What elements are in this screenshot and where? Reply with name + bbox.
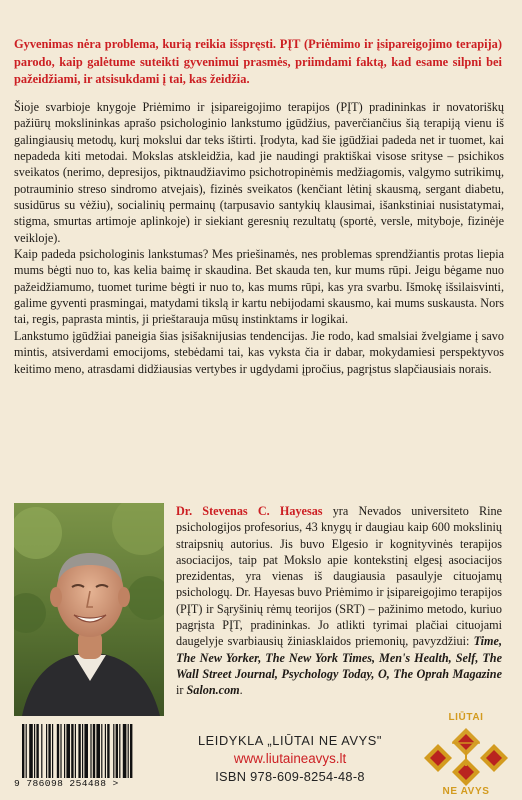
barcode-digits: 9 786098 254488 > [12,778,162,789]
barcode-bar [123,724,127,778]
bio-end: . [239,683,243,698]
barcode-bar [71,724,73,778]
barcode-bar [22,724,24,784]
barcode-bar [82,724,83,778]
barcode-bar [52,724,53,778]
description-paragraph-1: Šioje svarbioje knygoje Priėmimo ir įsipareigojimo terapijos (PĮT) pradininkas ir novatoriškų pažiūrų mokslininkas aprašo psichologinio lankstumo įgūdžius, paverčiančius šią terapiją vienu iš galingiausių metodų, kurį mokslui dar teks ištirti. Įrodyta, kad šie įgūdžiai padeda net ir tuomet, kai nepadeda kiti metodai. Mokslas atskleidžia, kad jie naudingi praktiškai visose srityse – psichikos sveikatos (nerimo, depresijos, piktnaudžiavimo psichotropinėmis medžiagomis, valgymo sutrikimų, potrauminio streso sindromo atvejais), fizinės sveikatos (kenčiant lėtinį skausmą, sergant diabetu, susidūrus su vėžiu), socialinių permainų (tarpusavio santykių klausimai, išankstiniai nusistatymai, stigma, smurtas artimoje aplinkoje) ir siekiant geresnių rezultatų (sportė, versle, mityboje, fizinėje veikloje). [14,100,504,245]
barcode-bar [66,724,70,778]
barcode-bar [105,724,106,778]
logo-text-bottom: NE AVYS [442,786,490,797]
barcode-bar [128,724,129,784]
description-paragraph-2: Kaip padeda psichologinis lankstumas? Mes priešinamės, nes problemas sprendžiantis protas liepia mums bėgti nuo to, kas kelia baimę ir skaudina. Bet skauda ten, kur mums rūpi. Jeigu bėgame nuo pažeidžiamumo, tuomet turime bėgti ir nuo to, kas mums rūpi, kas yra svarbu. Išmokę išsilaisvinti, galime gyventi prasmingai, matydami tikslą ir kartu nebijodami skausmo, kai mums suskausta. Nors tai, regis, paprasta mintis, ji prieštarauja mūsų instinktams ir logikai. [14,247,504,327]
barcode-bar [130,724,132,784]
lead-paragraph: Gyvenimas nėra problema, kurią reikia išspręsti. PĮT (Priėmimo ir įsipareigojimo terapija) parodo, kaip galėtume suteikti gyvenimui prasmės, priimdami faktą, kad esame silpni bei pažeidžiami, ir atsisukdami į tai, kas žeidžia. [14,37,502,87]
barcode-bar [29,724,33,778]
media-connector: ir [176,683,187,698]
barcode-bar [36,724,38,778]
publisher-logo [420,714,512,796]
logo-text-top: LIŪTAI [448,712,484,723]
barcode-bar [34,724,35,778]
barcode-bar [78,724,80,784]
barcode-bar [84,724,88,778]
media-list: Time, The New Yorker, The New York Times, Men's Health, Self, The Wall Street Journal, Psychology Today, O, The Oprah Magazine [176,634,502,681]
author-portrait-illustration [14,503,164,716]
barcode-bar [107,724,109,778]
barcode-bar [90,724,91,778]
barcode-bar [93,724,95,778]
barcode-bar [57,724,59,778]
author-photo [14,503,164,716]
barcode-bar [75,724,76,778]
author-name: Dr. Stevenas C. Hayesas [176,504,323,518]
author-bio [176,503,502,699]
media-last: Salon.com [186,683,240,698]
description-paragraph-3: Lankstumo įgūdžiai paneigia šias įsišaknijusias tendencijas. Jie rodo, kad smalsiai žvelgiame į savo mintis, atsiverdami emocijoms, stebėdami tai, kas vyksta čia ir dabar, mokydamiesi perspektyvos keitimo meno, atrasdami didžiausias vertybes ir ugdydami įpročius, pagrįstus slapčiausiais norais. [14,328,504,376]
author-bio-text: yra Nevados universiteto Rine psichologijos profesorius, 43 knygų ir daugiau kaip 600 mokslinių straipsnių autorius. Jis buvo Elgesio ir kognityvinės terapijos asociacijos, taip pat Mokslo apie kontekstinį elgesį asociacijos prezidentas, yra vienas iš daugiausia pasaulyje cituojamų psichologų. Dr. Hayesas buvo Priėmimo ir įsipareigojimo terapijos (PĮT) ir Sąryšinių rėmų teorijos (SRT) – pažinimo metodo, kuriuo pagrįsta PĮT, pradininkas. Jo atlikti tyrimai plačiai cituojami daugelyje svarbiausių žiniasklaidos priemonių, pavyzdžiui: [176,504,502,649]
barcode-bar [116,724,118,778]
barcode-bar [119,724,120,778]
barcode-bar [60,724,61,778]
barcode-bar [96,724,100,778]
publisher-name: LEIDYKLA „LIŪTAI NE AVYS" [197,733,383,748]
publisher-info [170,732,410,786]
description-text [14,99,504,377]
barcode-bar [64,724,65,778]
isbn-number: ISBN 978-609-8254-48-8 [215,769,365,784]
barcode-bar [41,724,42,778]
barcode-bar [26,724,27,784]
publisher-url: www.liutaineavys.lt [233,751,347,766]
barcode-bar [101,724,102,778]
barcode-bar [48,724,50,778]
barcode-bar [113,724,114,778]
barcode-bar [46,724,47,778]
